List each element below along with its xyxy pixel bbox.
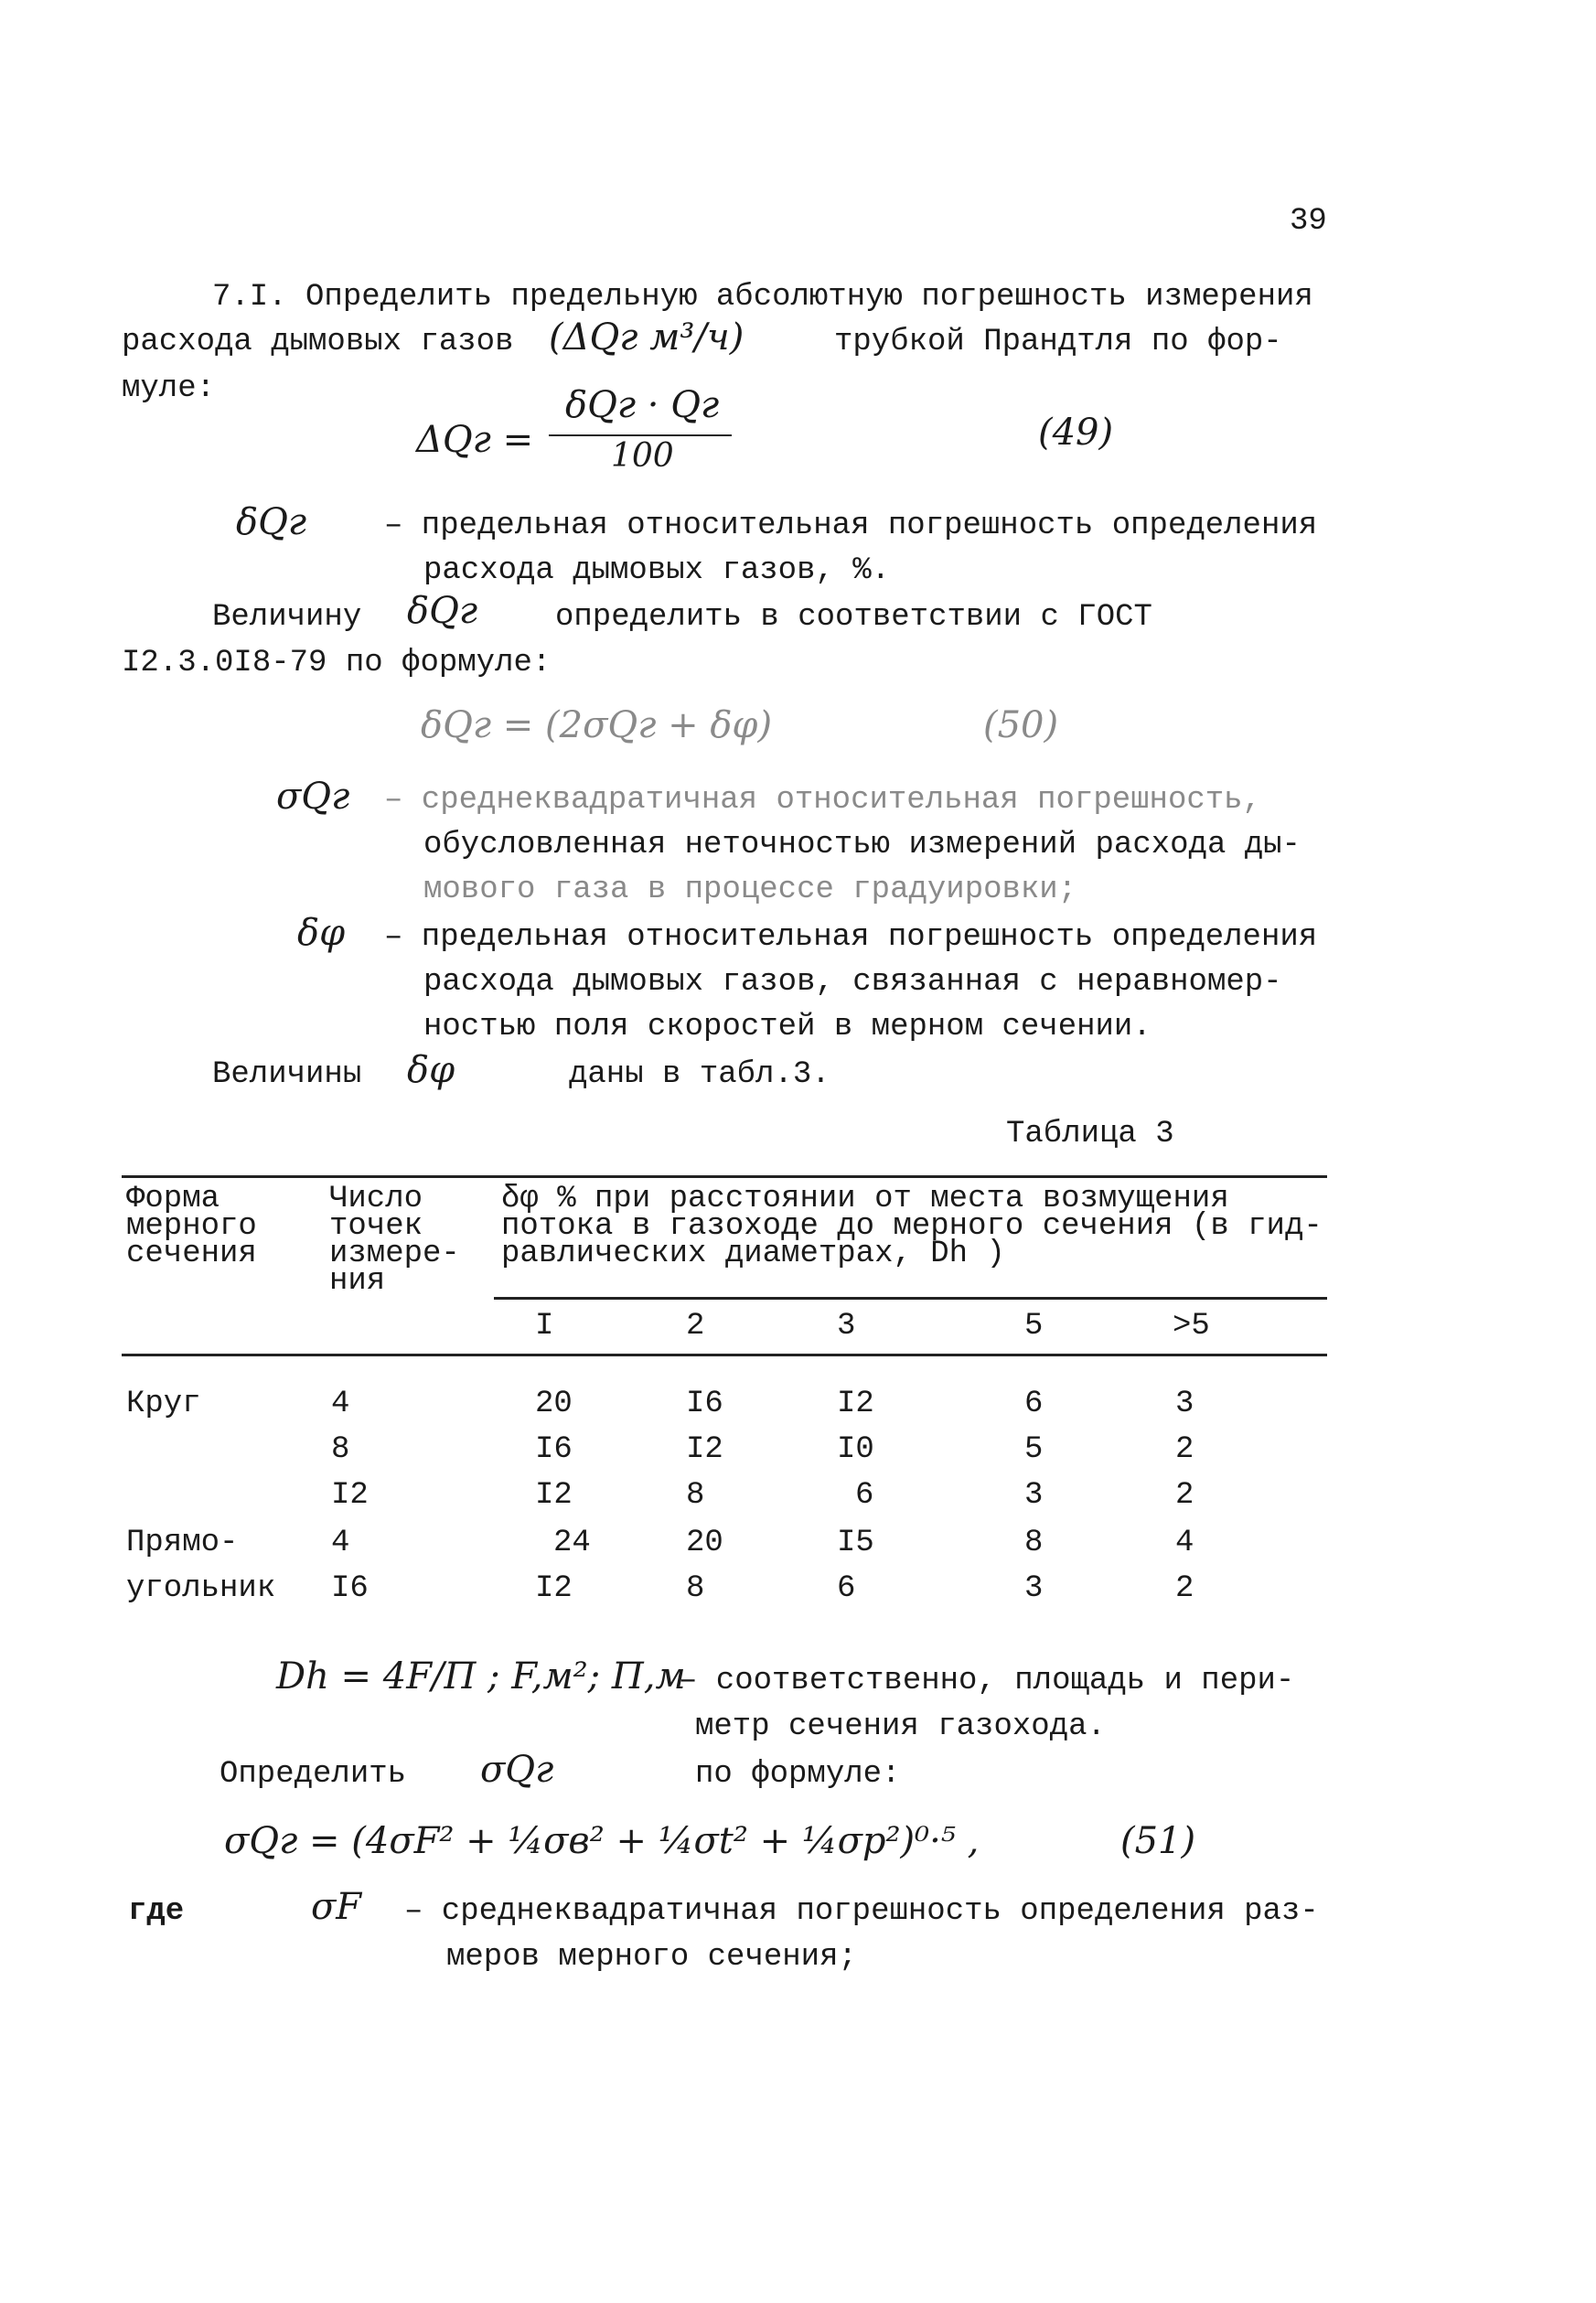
values-line-start: Величины xyxy=(212,1057,362,1092)
def-sigma-f-line-2: меров мерного сечения; xyxy=(446,1940,857,1975)
formula-49-lhs: ΔQг = xyxy=(416,419,534,461)
table-header-bottom-rule xyxy=(122,1354,1327,1356)
table-top-rule xyxy=(122,1175,1327,1178)
values-line-symbol: δφ xyxy=(407,1049,455,1091)
formula-49-fraction-bar xyxy=(549,434,732,436)
value-para-start: Величину xyxy=(212,600,362,635)
value-para-symbol: δQг xyxy=(407,590,478,632)
values-line-end: даны в табл.3. xyxy=(569,1057,830,1092)
section-line-2-end: трубкой Прандтля по фор- xyxy=(834,325,1282,359)
def-delta-phi-line-2: расхода дымовых газов, связанная с неравномер- xyxy=(423,965,1282,1000)
formula-50-number: (50) xyxy=(983,704,1059,746)
value-para-end: определить в соответствии с ГОСТ xyxy=(555,600,1152,635)
formula-49-numerator: δQг · Qг xyxy=(565,384,720,426)
def-sigma-q-line-3: мового газа в процессе градуировки; xyxy=(423,873,1077,907)
table-col-2-header: Число точек измере- ния xyxy=(329,1182,460,1299)
def-delta-q-line-2: расхода дымовых газов, %. xyxy=(423,553,891,588)
dh-def-line-1: – соответственно, площадь и пери- xyxy=(679,1664,1295,1698)
def-sigma-f-where: где xyxy=(128,1894,185,1929)
formula-50-expr: δQг = (2σQг + δφ) xyxy=(421,704,773,746)
def-delta-phi-line-1: – предельная относительная погрешность определения xyxy=(384,920,1318,955)
table-caption: Таблица 3 xyxy=(1006,1117,1174,1152)
formula-51-number: (51) xyxy=(1120,1820,1196,1862)
def-delta-q-symbol: δQг xyxy=(236,501,307,543)
sigma-para-start: Определить xyxy=(220,1757,407,1792)
formula-49-denominator: 100 xyxy=(611,437,674,475)
dh-formula: Dh = 4F/П ; F,м²; П,м xyxy=(276,1655,686,1698)
page-number: 39 xyxy=(1290,204,1327,239)
table-subheader-2: 2 xyxy=(686,1309,705,1344)
def-sigma-q-line-2: обусловленная неточностью измерений расхода ды- xyxy=(423,828,1301,862)
section-line-1: 7.I. Определить предельную абсолютную погрешность измерения xyxy=(212,280,1313,315)
formula-49-number: (49) xyxy=(1038,412,1114,454)
table-col-1-header: Форма мерного сечения xyxy=(126,1182,257,1271)
table-subheader-4: 5 xyxy=(1024,1309,1044,1344)
def-delta-q-line-1: – предельная относительная погрешность определения xyxy=(384,509,1318,543)
table-subheader-1: I xyxy=(535,1309,554,1344)
table-group-header: δφ % при расстоянии от места возмущения потока в газоходе до мерного сечения (в гид- равлических диаметрах, Dh ) xyxy=(501,1182,1323,1271)
table-subheader-rule xyxy=(494,1297,1327,1300)
sigma-para-end: по формуле: xyxy=(695,1757,901,1792)
def-sigma-f-symbol: σF xyxy=(311,1886,362,1928)
def-sigma-f-line-1: – среднеквадратичная погрешность определения раз- xyxy=(404,1894,1319,1929)
dh-def-line-2: метр сечения газохода. xyxy=(695,1709,1106,1744)
section-line-2-formula: (ΔQг м³/ч) xyxy=(549,316,744,359)
def-sigma-q-line-1: – среднеквадратичная относительная погрешность, xyxy=(384,783,1261,818)
def-delta-phi-symbol: δφ xyxy=(297,912,346,954)
section-line-2-start: расхода дымовых газов xyxy=(122,325,514,359)
table-subheader-5: >5 xyxy=(1173,1309,1210,1344)
formula-51-expr: σQг = (4σF² + ¼σв² + ¼σt² + ¼σp²)⁰·⁵ , xyxy=(224,1820,980,1862)
section-line-3: муле: xyxy=(122,371,216,406)
value-para-line-2: I2.3.0I8-79 по формуле: xyxy=(122,646,552,680)
def-delta-phi-line-3: ностью поля скоростей в мерном сечении. xyxy=(423,1010,1151,1044)
def-sigma-q-symbol: σQг xyxy=(276,776,350,818)
table-subheader-3: 3 xyxy=(837,1309,856,1344)
sigma-para-symbol: σQг xyxy=(480,1749,554,1791)
